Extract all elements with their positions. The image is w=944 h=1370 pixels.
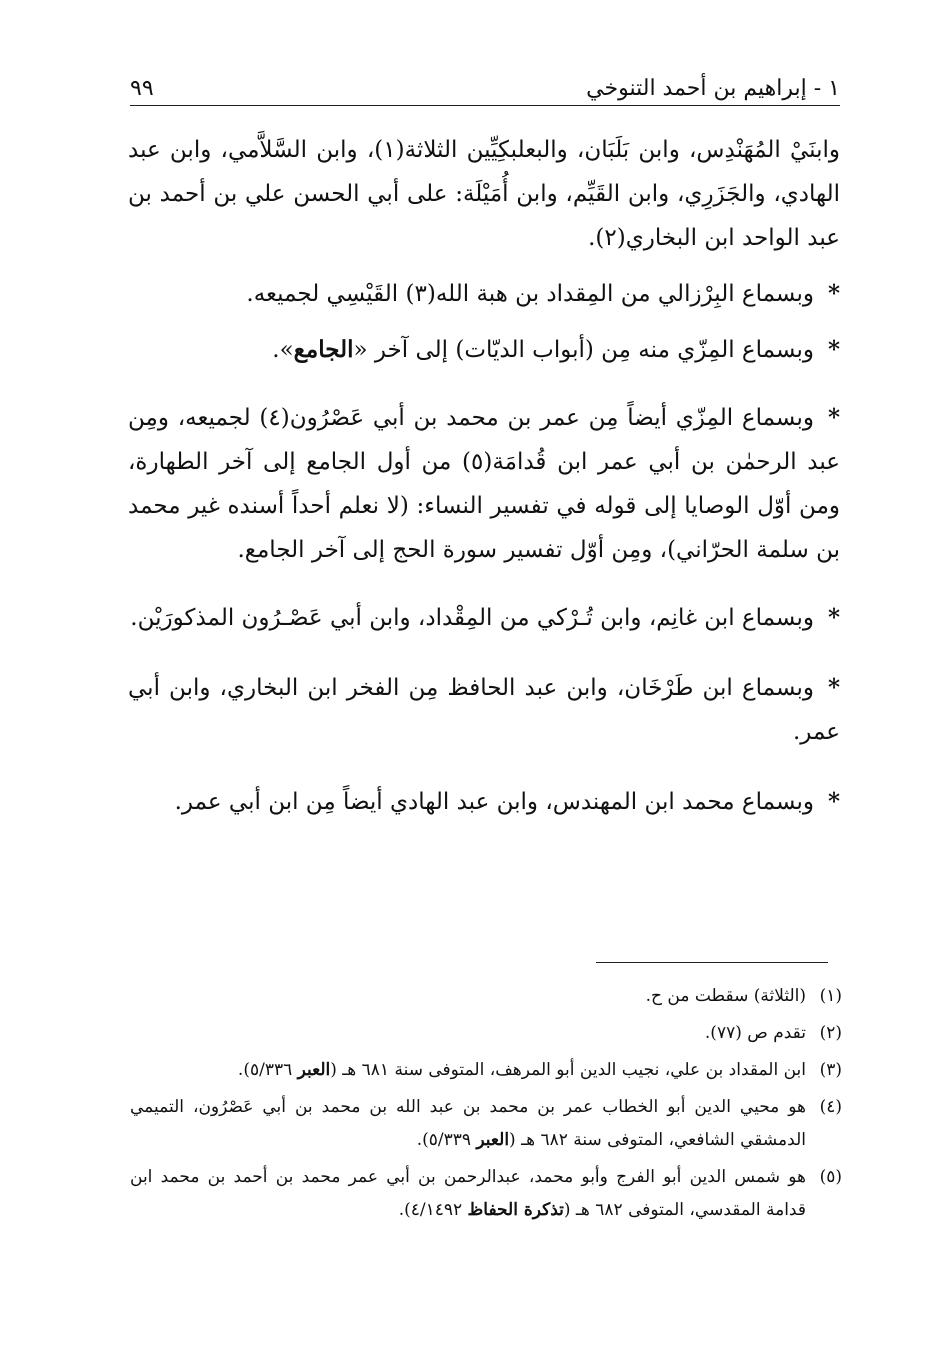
asterisk-marker: * [827, 404, 840, 431]
asterisk-marker: * [827, 788, 840, 815]
mizzi2-text: وبسماع المِزّي أيضاً مِن عمر بن محمد بن أبي عَصْرُون(٤) لجميعه، ومِن عبد الرحمٰن بن أبي عمر ابن قُدامَة(٥) من أول الجامع إلى آخر الطهارة، ومن أوّل الوصايا إلى قوله في تفسير النساء: (لا نعلم أحداً أسنده غير محمد بن سلمة الحرّاني)، ومِن أوّل تفسير سورة الحج إلى آخر الجامع. [128, 405, 840, 563]
footnote-source-title: العبر [476, 1130, 510, 1150]
footnote-text [130, 1054, 806, 1087]
footnote-number: (٤) [819, 1097, 842, 1117]
footnote-number: (١) [819, 986, 842, 1006]
mizzi1-text: وبسماع المِزّي منه مِن (أبواب الديّات) إلى آخر « [353, 337, 814, 363]
muhandis-paragraph [128, 780, 840, 824]
page-header [130, 66, 840, 106]
footnote [130, 980, 842, 1013]
footnote-source-title: العبر [297, 1060, 331, 1080]
ghanim-paragraph [128, 596, 840, 640]
tarkhan-text: وبسماع ابن طَرْخَان، وابن عبد الحافظ مِن الفخر ابن البخاري، وابن أبي عمر. [128, 675, 840, 745]
asterisk-marker: * [827, 604, 840, 631]
footnote-text: تقدم ص (٧٧). [704, 1023, 806, 1043]
asterisk-marker: * [827, 336, 840, 363]
footnote [130, 1017, 842, 1050]
footnote-number: (٥) [819, 1167, 842, 1187]
footnote-text-start: ابن المقداد بن علي، نجيب الدين أبو المرهف، المتوفى سنة ٦٨١ هـ ( [330, 1060, 806, 1080]
asterisk-marker: * [827, 674, 840, 701]
footnote-number: (٢) [819, 1023, 842, 1043]
footnote [130, 1054, 842, 1087]
footnote-text: (الثلاثة) سقطت من ح. [645, 986, 806, 1006]
footnotes [130, 980, 842, 1231]
footnote-text [130, 1161, 806, 1227]
mizzi-paragraph-1 [128, 328, 840, 372]
footnote-source-title: تذكرة الحفاظ [467, 1200, 564, 1220]
running-title: ١ - إبراهيم بن أحمد التنوخي [586, 76, 840, 101]
page-number: ٩٩ [130, 76, 154, 101]
mizzi1-bold-title: الجامع [293, 336, 354, 363]
footnote-text-start: هو محيي الدين أبو الخطاب عمر بن محمد بن عبد الله بن محمد بن أبي عَصْرُون، التميمي الدمشقي الشافعي، المتوفى سنة ٦٨٢ هـ ( [130, 1097, 806, 1150]
footnote-text-end: ٥/٣٣٩). [416, 1130, 477, 1150]
intro-paragraph: وابنَيْ المُهَنْدِس، وابن بَلَبَان، والبعلبكِيِّين الثلاثة(١)، وابن السَّلاَّمي، وابن عبد الهادي، والجَزَرِي، وابن القَيِّم، وابن أُمَيْلَة: على أبي الحسن علي بن أحمد بن عبد الواحد ابن البخاري(٢). [128, 137, 840, 251]
barzali-paragraph [128, 272, 840, 316]
footnote [130, 1091, 842, 1157]
muhandis-text: وبسماع محمد ابن المهندس، وابن عبد الهادي أيضاً مِن ابن أبي عمر. [174, 789, 814, 815]
footnote-text [130, 1091, 806, 1157]
tarkhan-paragraph [128, 666, 840, 754]
main-text [128, 128, 840, 824]
mizzi1-text-end: ». [272, 337, 294, 363]
barzali-text: وبسماع البِرْزالي من المِقداد بن هبة الله(٣) القَيْسِي لجميعه. [246, 281, 814, 307]
footnote-number: (٣) [819, 1060, 842, 1080]
footnote-divider [596, 962, 828, 963]
footnote-text-end: ٤/١٤٩٢). [398, 1200, 468, 1220]
asterisk-marker: * [827, 280, 840, 307]
ghanim-text: وبسماع ابن غانِم، وابن تُـرْكي من المِقْداد، وابن أبي عَصْـرُون المذكورَيْن. [130, 605, 814, 631]
footnote-text-end: ٥/٣٣٦). [237, 1060, 298, 1080]
footnote [130, 1161, 842, 1227]
footnote-text-start: هو شمس الدين أبو الفرج وأبو محمد، عبدالرحمن بن أبي عمر محمد بن أحمد بن محمد ابن قدامة المقدسي، المتوفى ٦٨٢ هـ ( [130, 1167, 806, 1220]
mizzi-paragraph-2 [128, 396, 840, 572]
